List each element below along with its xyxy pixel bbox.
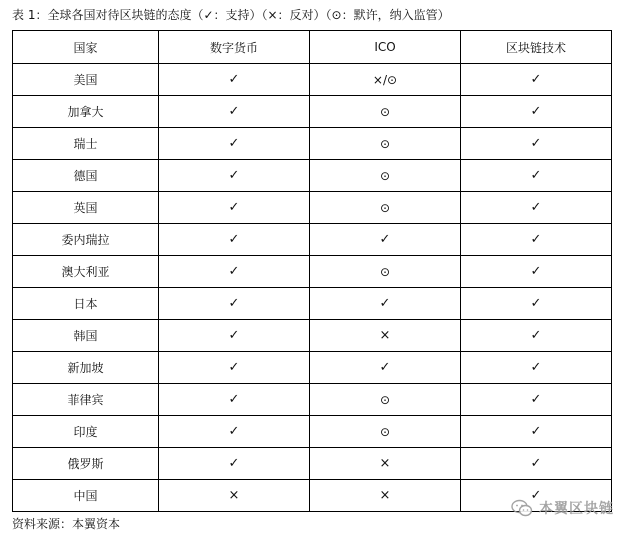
cell-ico: ⊙: [310, 192, 461, 224]
cell-ico: ⊙: [310, 96, 461, 128]
cell-currency: ✓: [159, 256, 310, 288]
cell-ico: ⊙: [310, 128, 461, 160]
column-header-country: 国家: [13, 31, 159, 64]
cell-blockchain: ✓: [461, 64, 612, 96]
cell-country: 委内瑞拉: [13, 224, 159, 256]
cell-country: 印度: [13, 416, 159, 448]
cell-blockchain: ✓: [461, 160, 612, 192]
table-row: [13, 64, 612, 96]
table-row: [13, 288, 612, 320]
table-row: [13, 128, 612, 160]
cell-blockchain: ✓: [461, 288, 612, 320]
table-row: [13, 320, 612, 352]
cell-blockchain: ✓: [461, 224, 612, 256]
cell-country: 加拿大: [13, 96, 159, 128]
cell-country: 瑞士: [13, 128, 159, 160]
cell-currency: ✓: [159, 192, 310, 224]
cell-country: 俄罗斯: [13, 448, 159, 480]
cell-ico: ⊙: [310, 384, 461, 416]
table-row: [13, 192, 612, 224]
cell-country: 德国: [13, 160, 159, 192]
cell-currency: ✓: [159, 96, 310, 128]
column-header-ico: ICO: [310, 31, 461, 64]
cell-ico: ×: [310, 320, 461, 352]
cell-currency: ✓: [159, 288, 310, 320]
cell-ico: ✓: [310, 224, 461, 256]
cell-country: 美国: [13, 64, 159, 96]
table-row: [13, 384, 612, 416]
cell-blockchain: ✓: [461, 480, 612, 512]
cell-blockchain: ✓: [461, 448, 612, 480]
cell-ico: ×: [310, 448, 461, 480]
cell-currency: ✓: [159, 64, 310, 96]
cell-country: 中国: [13, 480, 159, 512]
watermark: [511, 498, 614, 518]
cell-country: 日本: [13, 288, 159, 320]
cell-currency: ✓: [159, 320, 310, 352]
cell-ico: ×: [310, 480, 461, 512]
table-row: [13, 224, 612, 256]
wechat-icon: [511, 499, 533, 517]
cell-currency: ✓: [159, 352, 310, 384]
cell-blockchain: ✓: [461, 256, 612, 288]
cell-blockchain: ✓: [461, 192, 612, 224]
cell-blockchain: ✓: [461, 128, 612, 160]
cell-currency: ✓: [159, 224, 310, 256]
table-body: [13, 64, 612, 512]
column-header-currency: 数字货币: [159, 31, 310, 64]
watermark-text: 本翼区块链: [539, 501, 614, 517]
table-row: [13, 416, 612, 448]
cell-ico: ⊙: [310, 416, 461, 448]
table-header-row: [13, 31, 612, 64]
table-row: [13, 96, 612, 128]
cell-country: 菲律宾: [13, 384, 159, 416]
table-row: [13, 448, 612, 480]
table-caption: 表 1：全球各国对待区块链的态度（✓：支持）（×：反对）（⊙：默许，纳入监管）: [12, 8, 450, 22]
cell-country: 澳大利亚: [13, 256, 159, 288]
cell-ico: ✓: [310, 288, 461, 320]
cell-country: 新加坡: [13, 352, 159, 384]
source-note: 资料来源：本翼资本: [12, 517, 121, 531]
cell-blockchain: ✓: [461, 384, 612, 416]
table-row: [13, 160, 612, 192]
cell-ico: ✓: [310, 352, 461, 384]
cell-blockchain: ✓: [461, 96, 612, 128]
cell-currency: ✓: [159, 448, 310, 480]
column-header-blockchain: 区块链技术: [461, 31, 612, 64]
table-row: [13, 256, 612, 288]
table-row: [13, 352, 612, 384]
cell-currency: ✓: [159, 128, 310, 160]
cell-currency: ✓: [159, 384, 310, 416]
attitude-table: [12, 30, 612, 512]
cell-currency: ✓: [159, 160, 310, 192]
cell-ico: ⊙: [310, 160, 461, 192]
cell-currency: ✓: [159, 416, 310, 448]
cell-currency: ×: [159, 480, 310, 512]
cell-country: 韩国: [13, 320, 159, 352]
cell-ico: ⊙: [310, 256, 461, 288]
cell-blockchain: ✓: [461, 320, 612, 352]
cell-blockchain: ✓: [461, 352, 612, 384]
cell-country: 英国: [13, 192, 159, 224]
cell-ico: ×/⊙: [310, 64, 461, 96]
cell-blockchain: ✓: [461, 416, 612, 448]
